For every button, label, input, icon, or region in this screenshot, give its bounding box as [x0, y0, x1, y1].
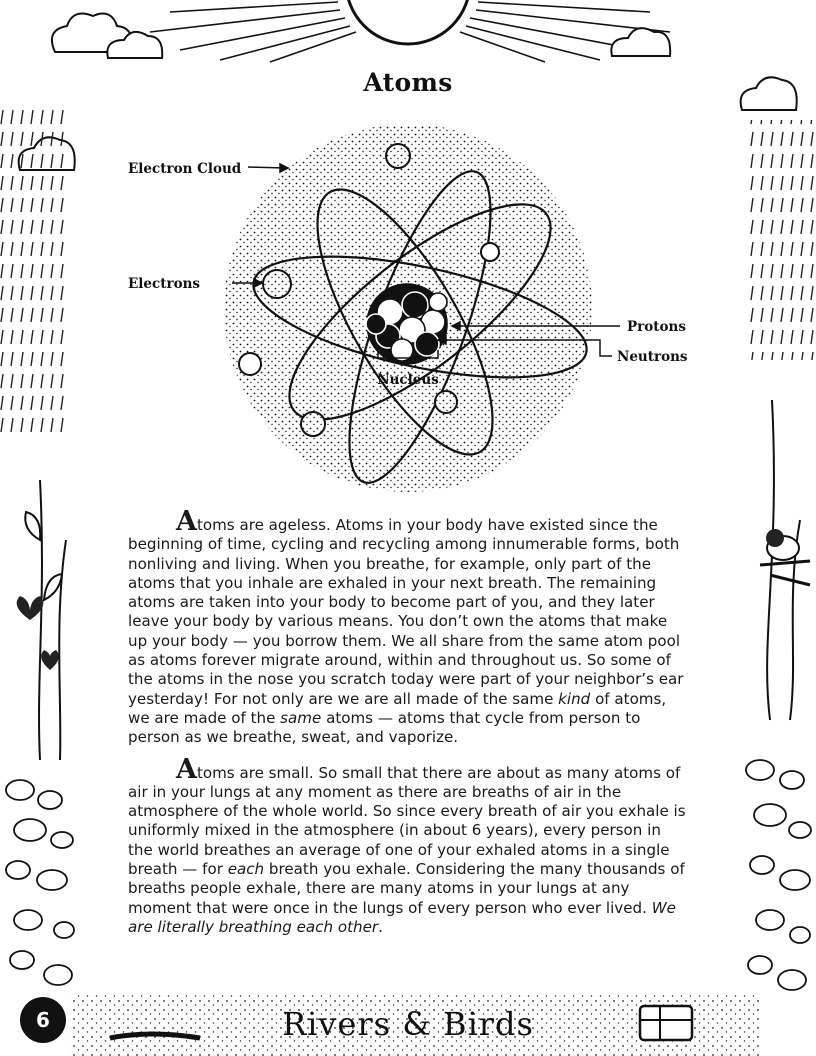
electron [239, 353, 261, 375]
drop-cap: A [176, 506, 197, 537]
label-electron-cloud: Electron Cloud [128, 161, 242, 177]
label-protons: Protons [627, 319, 686, 335]
paragraph-ageless [128, 506, 690, 748]
sun-icon [150, 0, 670, 62]
page-title: Atoms [363, 68, 453, 97]
emphasis-text: each [227, 860, 265, 879]
paragraph-text: toms are small. So small that there are about as many atoms of air in your lungs at any moment as there are breaths of air in the atmosphere of the whole world. So since every breath of air you exhale is uniformly mixed in the atmosphere (in about 6 years), every person in the world breathes an average of one of your exhaled atoms in a single breath — for [128, 763, 686, 879]
label-nucleus: Nucleus [377, 372, 439, 388]
atom-diagram [120, 112, 700, 502]
bird-icon [760, 529, 810, 585]
rain-icon [748, 120, 816, 360]
emphasis-text: kind [558, 689, 591, 708]
page-number-badge: 6 [20, 997, 66, 1043]
electron [481, 243, 499, 261]
paragraph-text: toms are ageless. Atoms in your body have existed since the beginning of time, cycling and recycling among innumerable forms, both nonliving and living. When you breathe, for example, only part of the atoms that you inhale are exhaled in your next breath. The remaining atoms are taken into your body to become part of you, and they later leave your body by various means. You don’t own the atoms that make up your body — you borrow them. We all share from the same atom pool as atoms forever migrate around, within and throughout us. So some of the atoms in the nose you scratch today were part of your neighbor’s ear yesterday! For not only are we are all made of the same [128, 516, 684, 708]
paragraph-text: of atoms, we are made of the [128, 689, 667, 727]
paragraph-text: atoms — atoms that cycle from person to person as we breathe, sweat, and vaporize. [128, 708, 641, 747]
paragraph-text: . [378, 917, 383, 936]
label-electrons: Electrons [128, 276, 200, 292]
drop-cap: A [176, 753, 197, 785]
emphasis-text: same [280, 708, 322, 727]
label-neutrons: Neutrons [617, 349, 688, 365]
brand-footer: Rivers & Birds [282, 1005, 534, 1043]
article-body [128, 506, 690, 949]
emphasis-text: We are literally breathing each other [128, 898, 676, 936]
butterfly-icon [17, 596, 59, 670]
rain-icon [0, 110, 70, 440]
paragraph-text: breath you exhale. Considering the many thousands of breaths people exhale, there are many atoms in your lungs at any moment that were once in the lungs of every person who ever lived. [128, 860, 685, 917]
paragraph-small [128, 753, 690, 938]
